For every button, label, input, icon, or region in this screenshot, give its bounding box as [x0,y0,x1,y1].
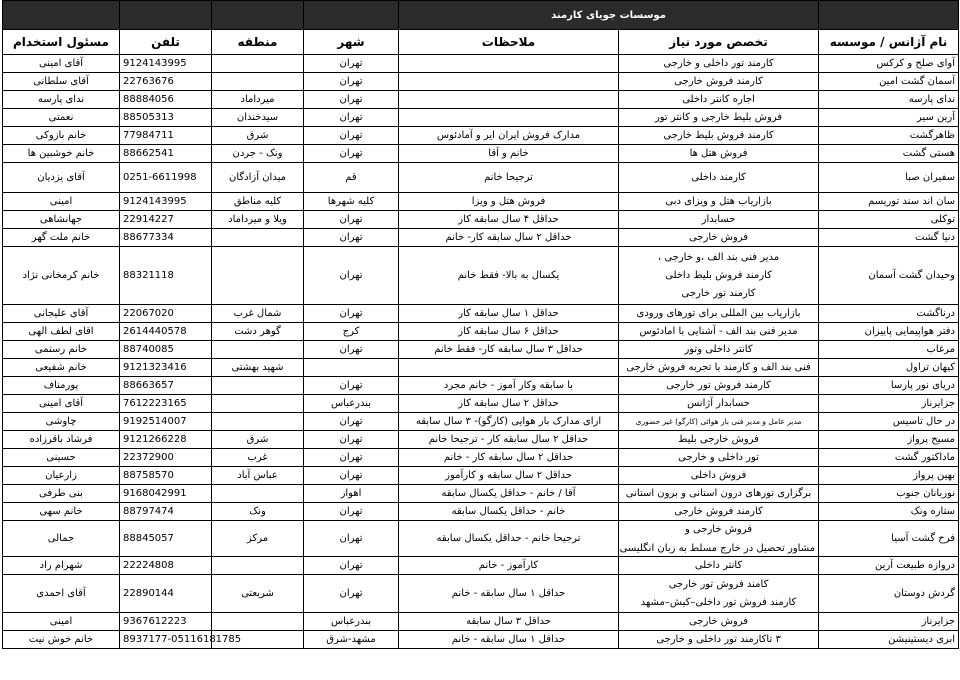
specialty-cell [619,73,819,91]
notes-cell [399,359,619,377]
agency-name-cell: گردش دوستان [819,575,959,613]
table-row [3,211,959,229]
area-cell [212,247,304,305]
phone-cell: 88663657 [120,377,212,395]
agency-name-cell: آوای صلح و کرکس [819,55,959,73]
header-area: منطقه [212,30,304,55]
table-row [3,229,959,247]
phone-cell: 22890144 [120,575,212,613]
specialty-cell [619,413,819,431]
area-cell [212,55,304,73]
city-cell: تهران [304,431,399,449]
agency-name-cell: فرح گشت آسیا [819,521,959,557]
table-row [3,395,959,413]
page-title: موسسات جویای کارمند [399,1,819,30]
specialty-cell [619,127,819,145]
city-cell: اهواز [304,485,399,503]
contact-cell: خانم کرمخانی نژاد [3,247,120,305]
contact-cell: پورمناف [3,377,120,395]
phone-cell: 2614440578 [120,323,212,341]
phone-cell: 9168042991 [120,485,212,503]
phone-cell: 9121323416 [120,359,212,377]
table-row [3,109,959,127]
agency-name-cell: دروازه طبیعت آرین [819,557,959,575]
notes-cell: ارای مدارک بار هوایی (کارگو)- ۳ سال سابقه [399,413,619,431]
contact-cell: نعمتی [3,109,120,127]
notes-cell: ترجیحا خانم [399,163,619,193]
contact-cell: آقای احمدی [3,575,120,613]
specialty-text: فنی بند الف و کارمند با تجربه فروش خارجی [626,362,811,373]
agency-name-cell: دریای نور پارسا [819,377,959,395]
specialty-cell [619,55,819,73]
specialty-cell [619,377,819,395]
notes-cell: حداقل ۲ سال سابقه کار [399,395,619,413]
table-row [3,613,959,631]
phone-cell: 88758570 [120,467,212,485]
area-cell: مرکز [212,521,304,557]
specialty-text: برگزاری تورهای درون استانی و برون استانی [625,488,812,499]
city-cell: تهران [304,55,399,73]
specialty-line: کارمند تور خارجی [681,287,756,299]
city-cell: تهران [304,467,399,485]
specialty-line: کارمند فروش بلیط داخلی [665,269,772,281]
city-cell: بندرعباس [304,613,399,631]
phone-cell: 7612223165 [120,395,212,413]
area-cell: کلیه مناطق [212,193,304,211]
city-cell [304,359,399,377]
specialty-cell [619,467,819,485]
specialty-cell [619,557,819,575]
notes-cell: یکسال به بالا- فقط خانم [399,247,619,305]
specialty-text: اجاره کانتر داخلی [682,94,755,105]
table-row [3,145,959,163]
area-cell: شریعتی [212,575,304,613]
phone-cell: 9121266228 [120,431,212,449]
contact-cell: آقای امینی [3,395,120,413]
table-row [3,341,959,359]
notes-cell: حداقل ۳ سال سابقه [399,613,619,631]
header-contact: مسئول استخدام [3,30,120,55]
area-cell [212,485,304,503]
table-row [3,485,959,503]
agency-name-cell: مسیح پرواز [819,431,959,449]
notes-cell [399,91,619,109]
notes-cell: حداقل ۶ سال سابقه کار [399,323,619,341]
specialty-text: مدیر عامل و مدیر فنی بار هوائی (کارگو) غیر حضوری [635,417,802,426]
table-row [3,127,959,145]
specialty-cell [619,229,819,247]
table-row [3,413,959,431]
agency-name-cell: بهین پرواز [819,467,959,485]
notes-cell [399,73,619,91]
specialty-text: کارمند فروش خارجی [674,506,763,517]
specialty-cell [619,193,819,211]
contact-cell: ندای پارسه [3,91,120,109]
area-cell: عباس آباد [212,467,304,485]
city-cell: تهران [304,211,399,229]
area-cell: گوهر دشت [212,323,304,341]
agency-name-cell: سان اند سند توریسم [819,193,959,211]
phone-cell: 9124143995 [120,55,212,73]
city-cell: تهران [304,341,399,359]
table-row [3,91,959,109]
specialty-cell [619,575,819,613]
phone-cell: 77984711 [120,127,212,145]
agency-name-cell: جزایرناز [819,395,959,413]
city-cell: تهران [304,127,399,145]
agency-name-cell: در حال تاسیس [819,413,959,431]
area-cell [212,413,304,431]
agency-name-cell: آرین سیر [819,109,959,127]
header-name: نام آژانس / موسسه [819,30,959,55]
area-cell: ونک - جردن [212,145,304,163]
table-row [3,431,959,449]
table-row [3,631,959,649]
area-cell [212,229,304,247]
specialty-text: فروش خارجی [688,616,749,627]
contact-cell: شهرام راد [3,557,120,575]
area-cell: شرق [212,431,304,449]
area-cell [212,341,304,359]
notes-cell: حداقل ۲ سال سابقه کار- خانم [399,229,619,247]
specialty-cell [619,247,819,305]
city-cell: تهران [304,503,399,521]
specialty-text: کارمند فروش تور خارجی [666,380,771,391]
table-row [3,305,959,323]
specialty-text: کانتر داخلی وتور [684,344,753,355]
area-cell: میرداماد [212,91,304,109]
table-row [3,323,959,341]
table-row [3,377,959,395]
specialty-line: کامند فروش تور خارجی [668,578,769,590]
contact-cell: چاوشی [3,413,120,431]
notes-cell: حداقل ۴ سال سابقه کار [399,211,619,229]
header-row [3,30,959,55]
contact-cell: حسینی [3,449,120,467]
agency-name-cell: نوربانان جنوب [819,485,959,503]
header-notes: ملاحظات [399,30,619,55]
city-cell: تهران [304,247,399,305]
specialty-cell [619,485,819,503]
city-cell: تهران [304,73,399,91]
specialty-text: بازاریاب هتل و ویزای دبی [665,196,772,207]
phone-cell: 22372900 [120,449,212,467]
phone-cell: 88845057 [120,521,212,557]
agency-name-cell: سفیران صبا [819,163,959,193]
city-cell: تهران [304,305,399,323]
specialty-line: کارمند فروش تور داخلی–کیش–مشهد [640,596,797,608]
table-row [3,73,959,91]
notes-cell: با سابقه وکار آموز - خانم مجرد [399,377,619,395]
specialty-cell [619,521,819,557]
contact-cell: خانم شفیعی [3,359,120,377]
agency-name-cell: ماداکتور گشت [819,449,959,467]
agency-name-cell: درناگشت [819,305,959,323]
agency-name-cell: ظاهرگشت [819,127,959,145]
notes-cell: خانم و آقا [399,145,619,163]
area-cell: میدان آزادگان [212,163,304,193]
city-cell: تهران [304,145,399,163]
contact-cell: جمالی [3,521,120,557]
area-cell [212,395,304,413]
area-cell: ویلا و میرداماد [212,211,304,229]
city-cell: تهران [304,557,399,575]
area-cell: غرب [212,449,304,467]
agency-table [2,0,959,649]
contact-cell: امینی [3,613,120,631]
notes-cell: کارآموز - خانم [399,557,619,575]
contact-cell: خانم ملت گهر [3,229,120,247]
specialty-text: فروش خارجی و [684,523,753,535]
table-row [3,575,959,613]
specialty-text: ۳ تاکارمند تور داخلی و خارجی [656,634,781,645]
header-city: شهر [304,30,399,55]
phone-cell: 22067020 [120,305,212,323]
specialty-cell [619,449,819,467]
phone-cell: 9192514007 [120,413,212,431]
contact-cell: خانم بازوکی [3,127,120,145]
contact-cell: امینی [3,193,120,211]
specialty-cell [619,91,819,109]
city-cell: تهران [304,413,399,431]
notes-cell: مدارک فروش ایران ایر و آمادئوس [399,127,619,145]
specialty-cell [619,341,819,359]
city-cell: بندرعباس [304,395,399,413]
specialty-cell [619,211,819,229]
specialty-cell [619,503,819,521]
phone-cell: 8937177-05116181785 [120,631,212,649]
contact-cell: فرشاد باقرزاده [3,431,120,449]
contact-cell: خانم رستمی [3,341,120,359]
phone-cell: 88884056 [120,91,212,109]
notes-cell [399,55,619,73]
city-cell: تهران [304,449,399,467]
agency-name-cell: ابری دیستینیشن [819,631,959,649]
notes-cell: حداقل ۲ سال سابقه و کارآموز [399,467,619,485]
table-row [3,503,959,521]
specialty-cell [619,395,819,413]
specialty-cell [619,631,819,649]
contact-cell: اقای لطف الهی [3,323,120,341]
phone-cell: 22763676 [120,73,212,91]
notes-cell: حداقل ۳ سال سابقه کار- فقط خانم [399,341,619,359]
specialty-line: مدیر فنی بند الف ،و خارجی ، [657,251,780,263]
city-cell: تهران [304,109,399,127]
contact-cell: خانم سهی [3,503,120,521]
agency-name-cell: مرغاب [819,341,959,359]
contact-cell: بنی طرفی [3,485,120,503]
table-row [3,55,959,73]
specialty-text: کارمند تور داخلی و خارجی [663,58,774,69]
specialty-cell [619,109,819,127]
table-row [3,193,959,211]
table-row [3,557,959,575]
title-row [3,1,959,30]
area-cell: شهید بهشتی [212,359,304,377]
contact-cell: خانم خوش نیت [3,631,120,649]
specialty-text: فروش هتل ها [689,148,748,159]
specialty-text: حسابدار [701,214,736,225]
city-cell: تهران [304,377,399,395]
specialty-cell [619,359,819,377]
city-cell: قم [304,163,399,193]
specialty-cell [619,323,819,341]
agency-name-cell: کیهان تراول [819,359,959,377]
agency-name-cell: هستی گشت [819,145,959,163]
notes-cell: حداقل ۱ سال سابقه کار [399,305,619,323]
agency-name-cell: دفتر هواپیمایی پاییزان [819,323,959,341]
table-row [3,359,959,377]
specialty-cell [619,305,819,323]
city-cell: کلیه شهرها [304,193,399,211]
city-cell: تهران [304,91,399,109]
phone-cell: 88677334 [120,229,212,247]
specialty-text: کارمند فروش بلیط خارجی [663,130,774,141]
agency-name-cell: وحیدان گشت آسمان [819,247,959,305]
contact-cell: آقای سلطانی [3,73,120,91]
city-cell: تهران [304,229,399,247]
notes-cell [399,109,619,127]
agency-name-cell: توکلی [819,211,959,229]
notes-cell: خانم - حداقل یکسال سابقه [399,503,619,521]
specialty-text: حسابدار آژانس [687,398,750,409]
specialty-cell [619,431,819,449]
specialty-text: مدیر فنی بند الف - آشنایی با امادئوس [639,326,798,337]
notes-cell: حداقل ۱ سال سابقه - خانم [399,631,619,649]
notes-cell: حداقل ۲ سال سابقه کار - خانم [399,449,619,467]
notes-cell: آقا / خانم - حداقل یکسال سابقه [399,485,619,503]
specialty-text: فروش بلیط خارجی و کانتر تور [654,112,783,123]
agency-name-cell: ندای پارسه [819,91,959,109]
specialty-cell [619,613,819,631]
phone-cell: 88740085 [120,341,212,359]
city-cell: تهران [304,575,399,613]
specialty-text: کارمند داخلی [691,172,746,183]
table-row [3,163,959,193]
area-cell: ونک [212,503,304,521]
specialty-text: فروش خارجی بلیط [678,434,759,445]
table-row [3,467,959,485]
area-cell [212,613,304,631]
contact-cell: آقای امینی [3,55,120,73]
area-cell: شرق [212,127,304,145]
city-cell: مشهد-شرق [304,631,399,649]
specialty-text-extra: مشاور تحصیل در خارج مسلط به زبان انگلیسی [619,542,816,554]
phone-cell: 88797474 [120,503,212,521]
notes-cell: حداقل ۲ سال سابقه کار - ترجیحا خانم [399,431,619,449]
contact-cell: زارعیان [3,467,120,485]
agency-name-cell: جزایرناز [819,613,959,631]
table-row [3,449,959,467]
city-cell: تهران [304,521,399,557]
notes-cell: ترجیحا خانم - حداقل یکسال سابقه [399,521,619,557]
notes-cell: حداقل ۱ سال سابقه - خانم [399,575,619,613]
agency-name-cell: آسمان گشت امین [819,73,959,91]
specialty-text: فروش داخلی [690,470,747,481]
area-cell [212,73,304,91]
phone-cell: 88662541 [120,145,212,163]
specialty-text: تور داخلی و خارجی [678,452,759,463]
city-cell: کرج [304,323,399,341]
contact-cell: آقای علیجانی [3,305,120,323]
specialty-text: بازاریاب بین المللی برای تورهای ورودی [636,308,801,319]
table-row [3,521,959,557]
phone-cell: 22914227 [120,211,212,229]
area-cell [212,377,304,395]
specialty-cell [619,145,819,163]
agency-name-cell: ستاره ونک [819,503,959,521]
phone-cell: 9367612223 [120,613,212,631]
specialty-text: کارمند فروش خارجی [674,76,763,87]
phone-cell: 88505313 [120,109,212,127]
specialty-text: فروش خارجی [688,232,749,243]
phone-cell: 9124143995 [120,193,212,211]
contact-cell: آقای یزدیان [3,163,120,193]
contact-cell: جهانشاهی [3,211,120,229]
phone-cell: 88321118 [120,247,212,305]
header-specialty: تخصص مورد نیاز [619,30,819,55]
header-phone: تلفن [120,30,212,55]
area-cell: سیدخندان [212,109,304,127]
notes-cell: فروش هتل و ویزا [399,193,619,211]
phone-cell: 22224808 [120,557,212,575]
specialty-cell [619,163,819,193]
table-row [3,247,959,305]
area-cell: شمال غرب [212,305,304,323]
phone-cell: 0251-6611998 [120,163,212,193]
contact-cell: خانم خوشبین ها [3,145,120,163]
agency-name-cell: دنیا گشت [819,229,959,247]
area-cell [212,557,304,575]
specialty-text: کانتر داخلی [694,560,743,571]
